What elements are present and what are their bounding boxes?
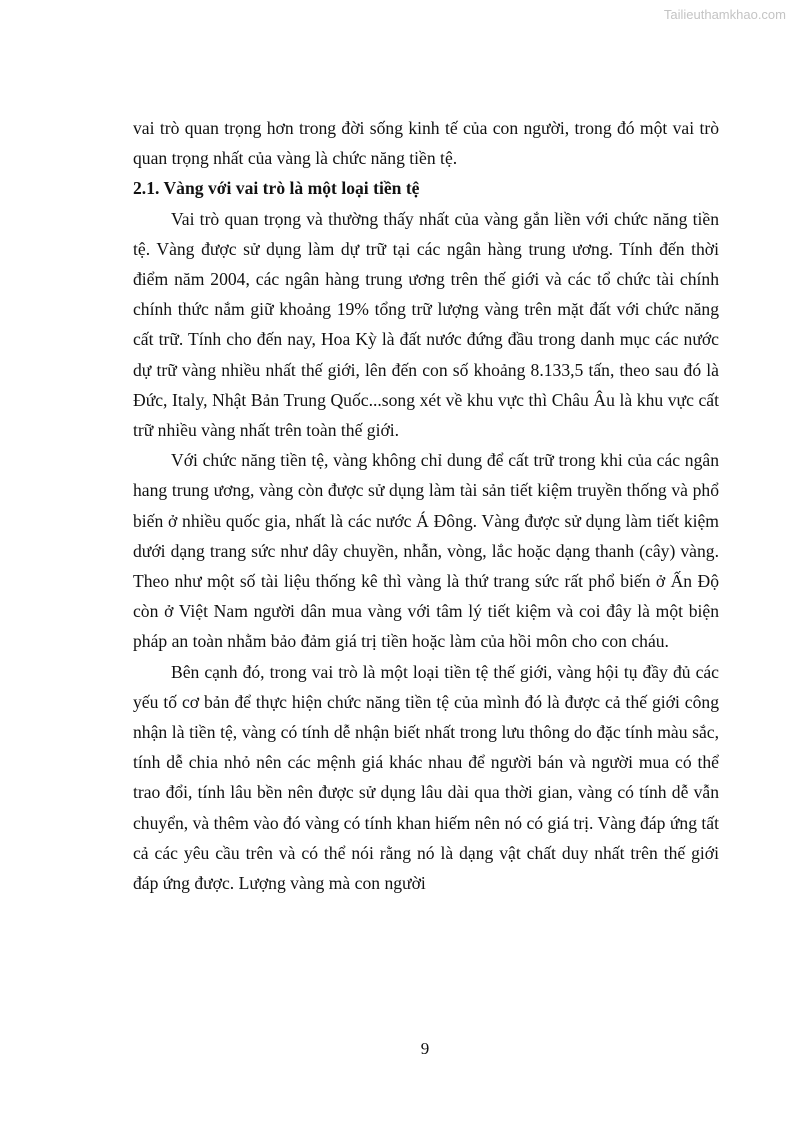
- paragraph-gold-reserves: Vai trò quan trọng và thường thấy nhất của vàng gắn liền với chức năng tiền tệ. Vàng được sử dụng làm dự trữ tại các ngân hàng trung ương. Tính đến thời điểm năm 2004, các ngân hàng trung ương trên thế giới và các tổ chức tài chính chính thức nắm giữ khoảng 19% tổng trữ lượng vàng trên mặt đất với chức năng cất trữ. Tính cho đến nay, Hoa Kỳ là đất nước đứng đầu trong danh mục các nước dự trữ vàng nhiều nhất thế giới, lên đến con số khoảng 8.133,5 tấn, theo sau đó là Đức, Italy, Nhật Bản Trung Quốc...song xét về khu vực thì Châu Âu là khu vực cất trữ nhiều vàng nhất trên toàn thế giới.: [133, 208, 719, 441]
- paragraph-gold-savings: Với chức năng tiền tệ, vàng không chỉ dung để cất trữ trong khi của các ngân hang trung ương, vàng còn được sử dụng làm tài sản tiết kiệm truyền thống và phổ biến ở nhiều quốc gia, nhất là các nước Á Đông. Vàng được sử dụng làm tiết kiệm dưới dạng trang sức như dây chuyền, nhẫn, vòng, lắc hoặc dạng thanh (cây) vàng. Theo như một số tài liệu thống kê thì vàng là thứ trang sức rất phổ biến ở Ấn Độ còn ở Việt Nam người dân mua vàng với tâm lý tiết kiệm và coi đây là một biện pháp an toàn nhằm bảo đảm giá trị tiền hoặc làm của hồi môn cho con cháu.: [133, 450, 719, 652]
- page-number: 9: [420, 1039, 430, 1058]
- section-heading: 2.1. Vàng với vai trò là một loại tiền tệ: [133, 178, 420, 199]
- watermark-text: Tailieuthamkhao.com: [663, 7, 786, 22]
- intro-paragraph: vai trò quan trọng hơn trong đời sống kinh tế của con người, trong đó một vai trò quan trọng nhất của vàng là chức năng tiền tệ.: [133, 118, 719, 169]
- paragraph-gold-world-currency: Bên cạnh đó, trong vai trò là một loại tiền tệ thế giới, vàng hội tụ đầy đủ các yếu tố cơ bản để thực hiện chức năng tiền tệ của mình đó là được cả thế giới công nhận là tiền tệ, vàng có tính dễ nhận biết nhất trong lưu thông do đặc tính màu sắc, tính dễ chia nhỏ nên các mệnh giá khác nhau để người bán và người mua có thể trao đổi, tính lâu bền nên được sử dụng lâu dài qua thời gian, vàng có tính dễ vẫn chuyển, và thêm vào đó vàng có tính khan hiếm nên nó có giá trị. Vàng đáp ứng tất cả các yêu cầu trên và có thể nói rằng nó là dạng vật chất duy nhất trên thế giới đáp ứng được. Lượng vàng mà con người: [133, 661, 719, 894]
- document-body: [133, 113, 719, 898]
